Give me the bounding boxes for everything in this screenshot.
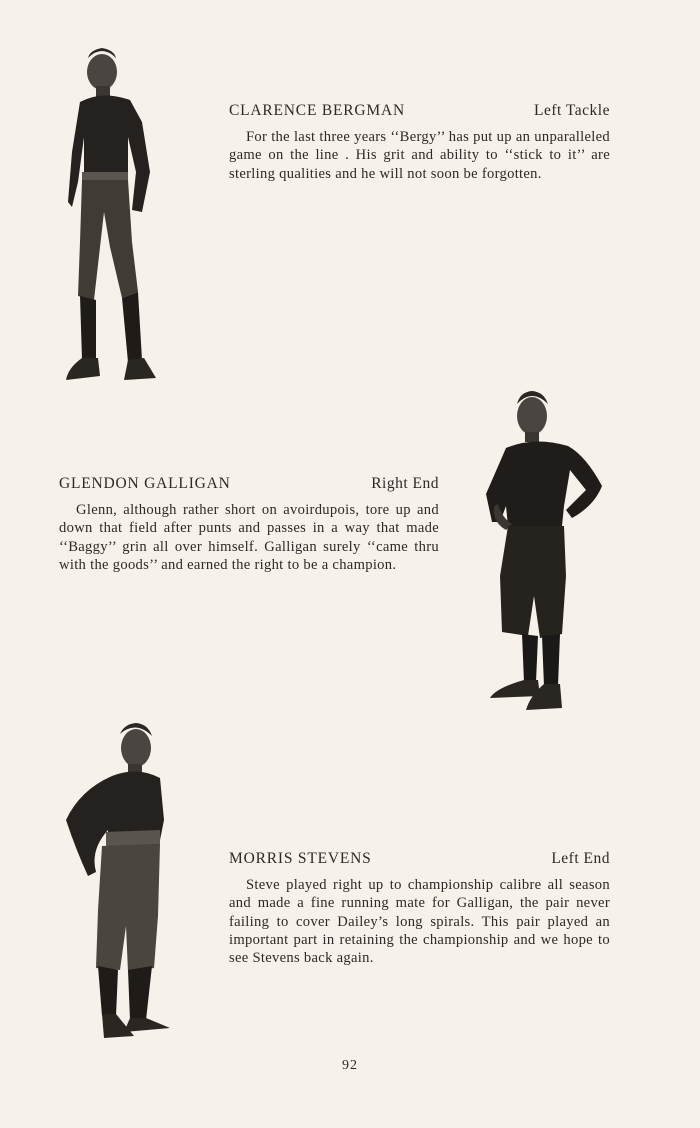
photo-glendon-galligan	[482, 386, 607, 716]
player-entry-galligan	[59, 475, 439, 574]
player-position: Right End	[371, 475, 439, 492]
photo-morris-stevens	[62, 720, 177, 1052]
player-position: Left End	[551, 850, 610, 867]
player-description: Glenn, although rather short on avoirdupois, tore up and down that field after punts and passes in a way that made ‘‘Baggy’’ grin all over himself. Galligan surely ‘‘came thru with the goods’’ and earned the right to be a champion.	[59, 502, 439, 573]
player-name: GLENDON GALLIGAN	[59, 475, 231, 492]
player-entry-bergman	[229, 102, 610, 183]
player-description: Steve played right up to championship calibre all season and made a fine running mate for Galligan, the pair never failing to cover Dailey’s long spirals. This pair played an important part in retaining the championship and we hope to see Stevens back again.	[229, 877, 610, 967]
player-entry-stevens	[229, 850, 610, 967]
page-number: 92	[342, 1058, 358, 1073]
photo-clarence-bergman	[58, 42, 168, 387]
player-description: For the last three years ‘‘Bergy’’ has put up an unparalleled game on the line . His grit and ability to ‘‘stick to it’’ are sterling qualities and he will not soon be forgotten.	[229, 129, 610, 182]
player-name: MORRIS STEVENS	[229, 850, 372, 867]
player-name: CLARENCE BERGMAN	[229, 102, 405, 119]
player-position: Left Tackle	[534, 102, 610, 119]
